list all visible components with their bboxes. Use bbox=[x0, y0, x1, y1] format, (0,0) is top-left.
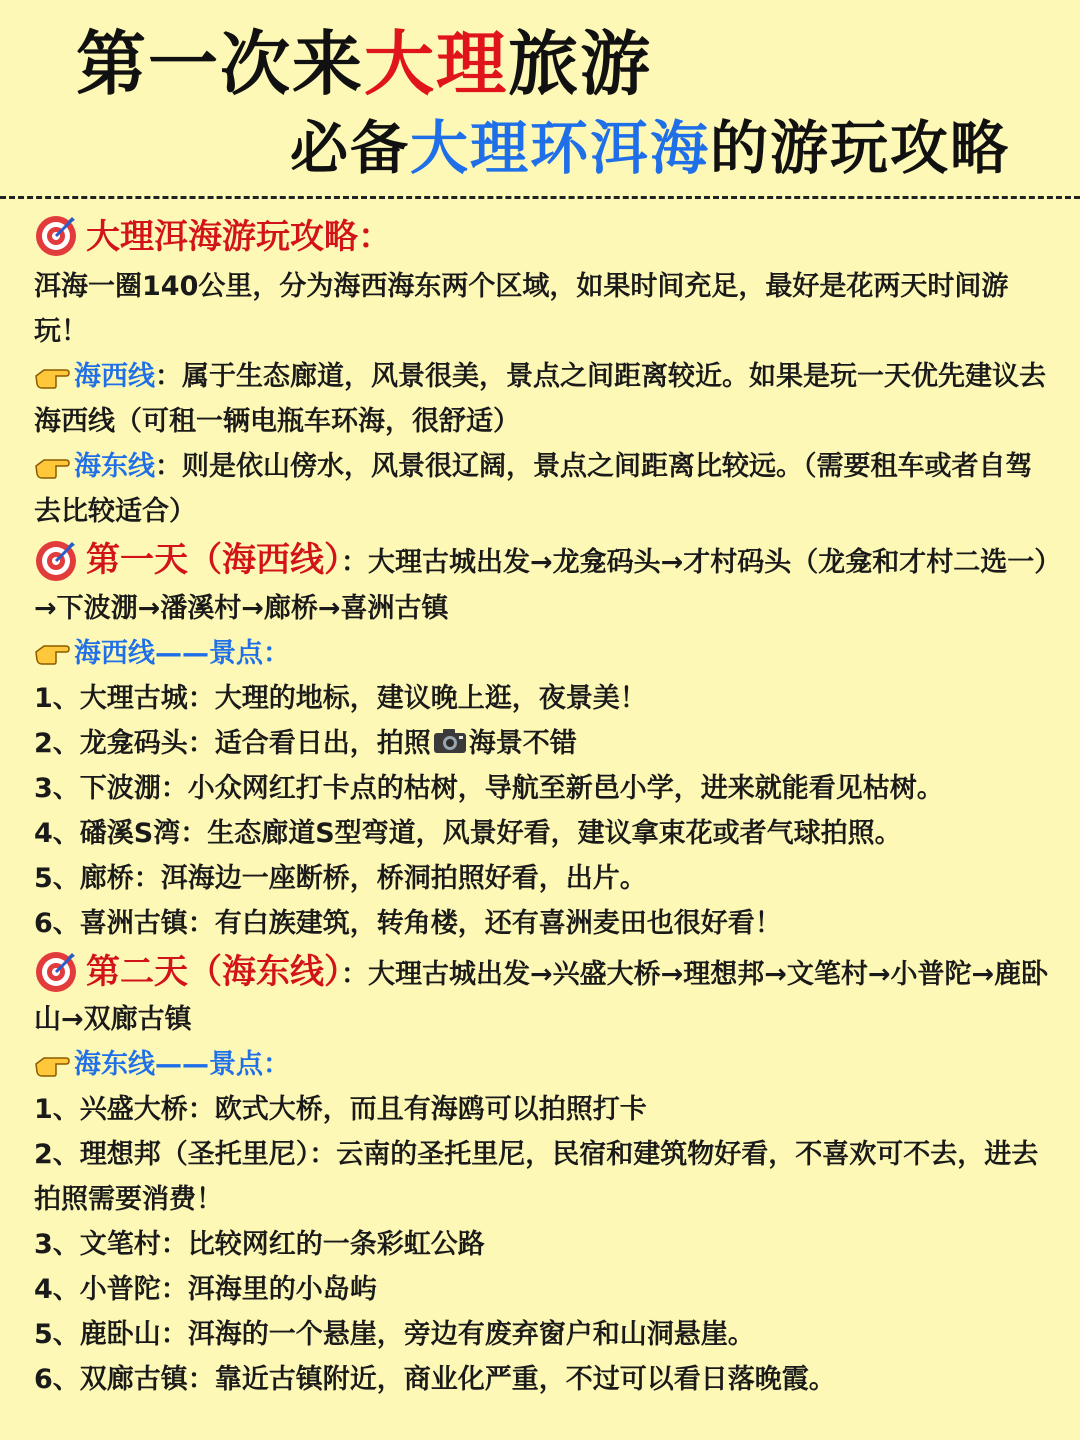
list-item: 6、喜洲古镇：有白族建筑，转角楼，还有喜洲麦田也很好看！ bbox=[34, 907, 782, 939]
east-route-label: 海东线 bbox=[74, 451, 155, 482]
day1-route-text: ：大理古城出发→龙龛码头→才村码头（龙龛和才村二选一）→下波淜→潘溪村→廊桥→喜洲古镇 bbox=[34, 547, 1048, 624]
list-item: 4、小普陀：洱海里的小岛屿 bbox=[34, 1274, 377, 1305]
target-icon bbox=[34, 539, 78, 583]
title-pre: 第一次来 bbox=[76, 23, 364, 105]
day2-route bbox=[34, 950, 1054, 1043]
page-subtitle bbox=[290, 112, 1010, 184]
target-icon bbox=[34, 214, 78, 258]
page-title bbox=[76, 22, 652, 106]
west-route-text: ：属于生态廊道，风景很美，景点之间距离较近。如果是玩一天优先建议去海西线（可租一辆电瓶车环海，很舒适） bbox=[34, 361, 1046, 437]
intro-heading: 大理洱海游玩攻略： bbox=[86, 217, 392, 257]
subtitle-pre: 必备 bbox=[290, 114, 411, 182]
spot-text-suffix: 海景不错 bbox=[468, 727, 577, 759]
east-route-desc bbox=[34, 444, 1054, 534]
list-item: 6、双廊古镇：靠近古镇附近，商业化严重，不过可以看日落晚霞。 bbox=[34, 1364, 836, 1395]
west-route-desc bbox=[34, 354, 1054, 444]
list-item bbox=[34, 721, 1054, 766]
list-item: 5、鹿卧山：洱海的一个悬崖，旁边有废弃窗户和山洞悬崖。 bbox=[34, 1319, 755, 1350]
list-item: 5、廊桥：洱海边一座断桥，桥洞拍照好看，出片。 bbox=[34, 862, 647, 894]
pointing-hand-icon bbox=[34, 452, 70, 480]
spot-text: 2、龙龛码头：适合看日出，拍照 bbox=[34, 727, 431, 759]
guide-content bbox=[34, 210, 1054, 1402]
subtitle-highlight: 大理环洱海 bbox=[410, 114, 711, 182]
day2-spots-label: 海东线——景点： bbox=[74, 1049, 290, 1080]
pointing-hand-icon bbox=[34, 362, 70, 390]
pointing-hand-icon bbox=[34, 638, 70, 666]
list-item: 3、文笔村：比较网红的一条彩虹公路 bbox=[34, 1229, 485, 1260]
day1-spots-label: 海西线——景点： bbox=[74, 637, 290, 669]
list-item: 3、下波淜：小众网红打卡点的枯树，导航至新邑小学，进来就能看见枯树。 bbox=[34, 772, 944, 804]
day2-spots-label-row bbox=[34, 1042, 1054, 1087]
day2-heading: 第二天（海东线） bbox=[86, 951, 341, 992]
day1-route bbox=[34, 538, 1054, 631]
day2-route-text: ：大理古城出发→兴盛大桥→理想邦→文笔村→小普陀→鹿卧山→双廊古镇 bbox=[34, 958, 1049, 1035]
title-post: 旅游 bbox=[508, 23, 652, 105]
intro-heading-row bbox=[34, 210, 1054, 264]
list-item: 4、磻溪S湾：生态廊道S型弯道，风景好看，建议拿束花或者气球拍照。 bbox=[34, 817, 902, 849]
day1-spots-label-row bbox=[34, 631, 1054, 676]
intro-text: 洱海一圈140公里，分为海西海东两个区域，如果时间充足，最好是花两天时间游玩！ bbox=[34, 271, 1009, 347]
west-route-label: 海西线 bbox=[74, 361, 155, 392]
list-item: 1、兴盛大桥：欧式大桥，而且有海鸥可以拍照打卡 bbox=[34, 1094, 647, 1125]
list-item: 2、理想邦（圣托里尼）：云南的圣托里尼，民宿和建筑物好看，不喜欢可不去，进去拍照需要消费！ bbox=[34, 1139, 1039, 1215]
list-item: 1、大理古城：大理的地标，建议晚上逛，夜景美！ bbox=[34, 682, 647, 714]
camera-icon bbox=[433, 728, 467, 754]
east-route-text: ：则是依山傍水，风景很辽阔，景点之间距离比较远。（需要租车或者自驾去比较适合） bbox=[34, 451, 1033, 527]
target-icon bbox=[34, 950, 78, 994]
pointing-hand-icon bbox=[34, 1050, 70, 1078]
subtitle-post: 的游玩攻略 bbox=[710, 114, 1011, 182]
day1-heading: 第一天（海西线） bbox=[86, 540, 341, 580]
title-highlight: 大理 bbox=[364, 23, 508, 105]
dashed-divider bbox=[0, 196, 1080, 199]
